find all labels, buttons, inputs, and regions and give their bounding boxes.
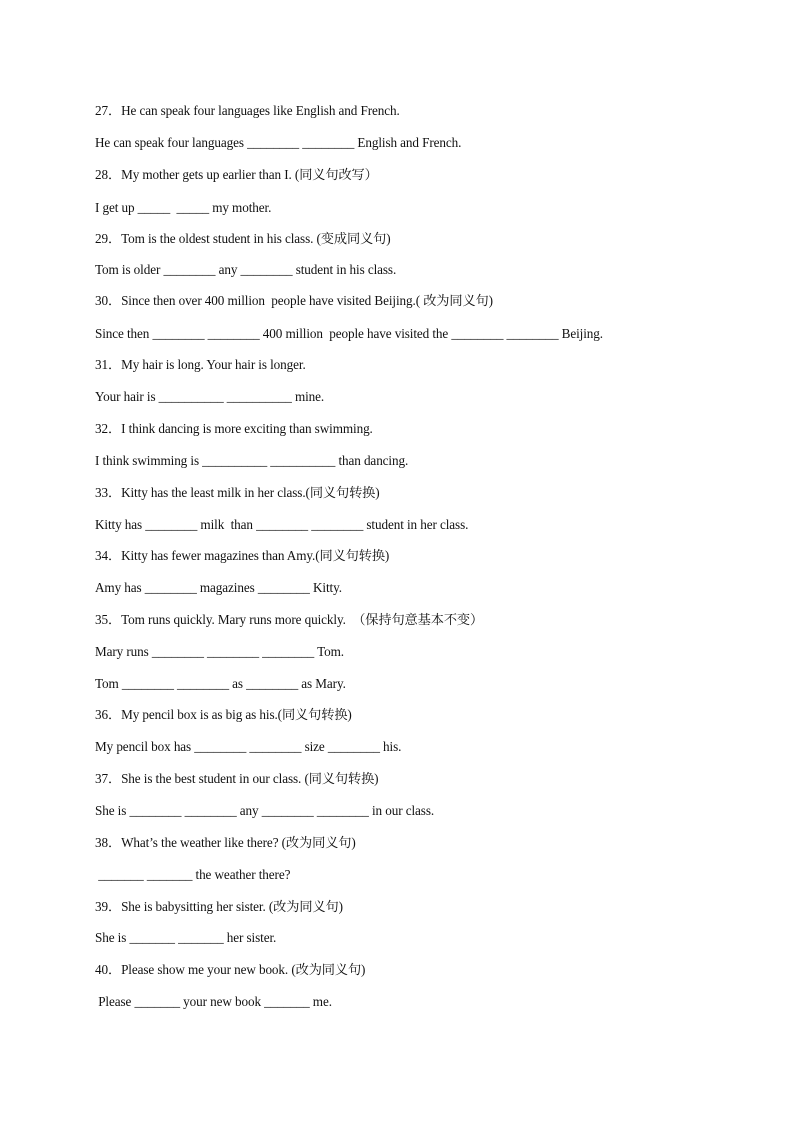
answer-39: She is _______ _______ her sister. bbox=[95, 930, 277, 945]
question-29: 29．Tom is the oldest student in his class. (变成同义句) bbox=[95, 231, 391, 246]
answer-28: I get up _____ _____ my mother. bbox=[95, 200, 272, 215]
question-34: 34．Kitty has fewer magazines than Amy.(同义句转换) bbox=[95, 548, 390, 563]
answer-33: Kitty has ________ milk than ________ ________ student in her class. bbox=[95, 517, 469, 532]
question-39: 39．She is babysitting her sister. (改为同义句) bbox=[95, 899, 343, 914]
question-30: 30．Since then over 400 million people have visited Beijing.( 改为同义句) bbox=[95, 293, 493, 308]
answer-38: _______ _______ the weather there? bbox=[95, 867, 291, 882]
answer-40: Please _______ your new book _______ me. bbox=[95, 994, 332, 1009]
answer-30: Since then ________ ________ 400 million people have visited the ________ ________ Beijing. bbox=[95, 326, 603, 341]
question-31: 31．My hair is long. Your hair is longer. bbox=[95, 357, 306, 372]
question-38: 38．What’s the weather like there? (改为同义句) bbox=[95, 835, 356, 850]
question-37: 37．She is the best student in our class. (同义句转换) bbox=[95, 771, 379, 786]
question-35: 35．Tom runs quickly. Mary runs more quickly. （保持句意基本不变） bbox=[95, 612, 484, 627]
question-36: 36．My pencil box is as big as his.(同义句转换) bbox=[95, 707, 352, 722]
question-32: 32．I think dancing is more exciting than swimming. bbox=[95, 421, 373, 436]
answer-32: I think swimming is __________ __________ than dancing. bbox=[95, 453, 409, 468]
answer-29: Tom is older ________ any ________ student in his class. bbox=[95, 262, 397, 277]
question-27: 27．He can speak four languages like English and French. bbox=[95, 103, 400, 118]
answer-31: Your hair is __________ __________ mine. bbox=[95, 389, 325, 404]
answer-34: Amy has ________ magazines ________ Kitty. bbox=[95, 580, 342, 595]
answer-35b: Tom ________ ________ as ________ as Mary. bbox=[95, 676, 346, 691]
question-40: 40．Please show me your new book. (改为同义句) bbox=[95, 962, 366, 977]
answer-36: My pencil box has ________ ________ size ________ his. bbox=[95, 739, 402, 754]
question-28: 28．My mother gets up earlier than I. (同义句改写） bbox=[95, 167, 378, 182]
question-33: 33．Kitty has the least milk in her class.(同义句转换) bbox=[95, 485, 380, 500]
answer-35a: Mary runs ________ ________ ________ Tom. bbox=[95, 644, 344, 659]
answer-37: She is ________ ________ any ________ ________ in our class. bbox=[95, 803, 435, 818]
answer-27: He can speak four languages ________ ________ English and French. bbox=[95, 135, 462, 150]
